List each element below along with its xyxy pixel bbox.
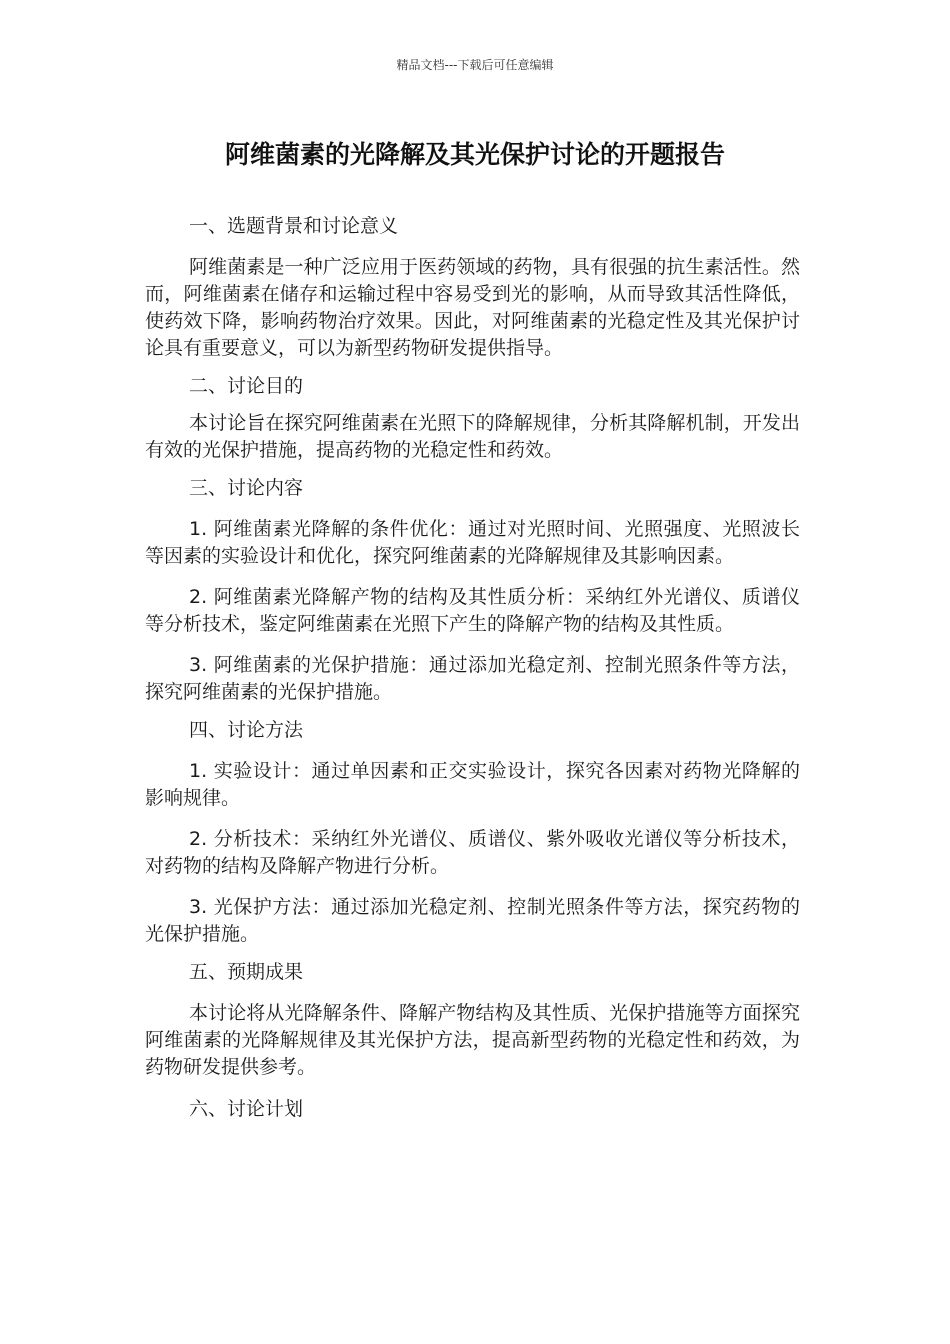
document-body bbox=[145, 212, 800, 1123]
paragraph-method-3: 3. 光保护方法：通过添加光稳定剂、控制光照条件等方法，探究药物的光保护措施。 bbox=[145, 896, 800, 945]
section-heading-content: 三、讨论内容 bbox=[189, 477, 304, 499]
section-heading-purpose: 二、讨论目的 bbox=[189, 375, 304, 397]
paragraph-results: 本讨论将从光降解条件、降解产物结构及其性质、光保护措施等方面探究阿维菌素的光降解规律及其光保护方法，提高新型药物的光稳定性和药效，为药物研发提供参考。 bbox=[145, 1002, 800, 1078]
paragraph-method-1: 1. 实验设计：通过单因素和正交实验设计，探究各因素对药物光降解的影响规律。 bbox=[145, 760, 800, 809]
section-heading-method: 四、讨论方法 bbox=[189, 719, 304, 741]
paragraph-content-1: 1. 阿维菌素光降解的条件优化：通过对光照时间、光照强度、光照波长等因素的实验设计和优化，探究阿维菌素的光降解规律及其影响因素。 bbox=[145, 518, 800, 567]
paragraph-content-3: 3. 阿维菌素的光保护措施：通过添加光稳定剂、控制光照条件等方法，探究阿维菌素的光保护措施。 bbox=[145, 654, 800, 703]
document-title: 阿维菌素的光降解及其光保护讨论的开题报告 bbox=[224, 140, 725, 169]
paragraph-content-2: 2. 阿维菌素光降解产物的结构及其性质分析：采纳红外光谱仪、质谱仪等分析技术，鉴定阿维菌素在光照下产生的降解产物的结构及其性质。 bbox=[145, 586, 800, 635]
paragraph-purpose: 本讨论旨在探究阿维菌素在光照下的降解规律，分析其降解机制，开发出有效的光保护措施，提高药物的光稳定性和药效。 bbox=[145, 412, 800, 461]
paragraph-method-2: 2. 分析技术：采纳红外光谱仪、质谱仪、紫外吸收光谱仪等分析技术，对药物的结构及降解产物进行分析。 bbox=[145, 828, 800, 877]
section-heading-background: 一、选题背景和讨论意义 bbox=[189, 215, 399, 237]
section-heading-plan: 六、讨论计划 bbox=[189, 1098, 304, 1120]
header-note: 精品文档---下载后可任意编辑 bbox=[396, 58, 554, 72]
section-heading-results: 五、预期成果 bbox=[189, 961, 304, 983]
paragraph-background: 阿维菌素是一种广泛应用于医药领域的药物，具有很强的抗生素活性。然而，阿维菌素在储存和运输过程中容易受到光的影响，从而导致其活性降低，使药效下降，影响药物治疗效果。因此，对阿维菌素的光稳定性及其光保护讨论具有重要意义，可以为新型药物研发提供指导。 bbox=[145, 256, 800, 359]
